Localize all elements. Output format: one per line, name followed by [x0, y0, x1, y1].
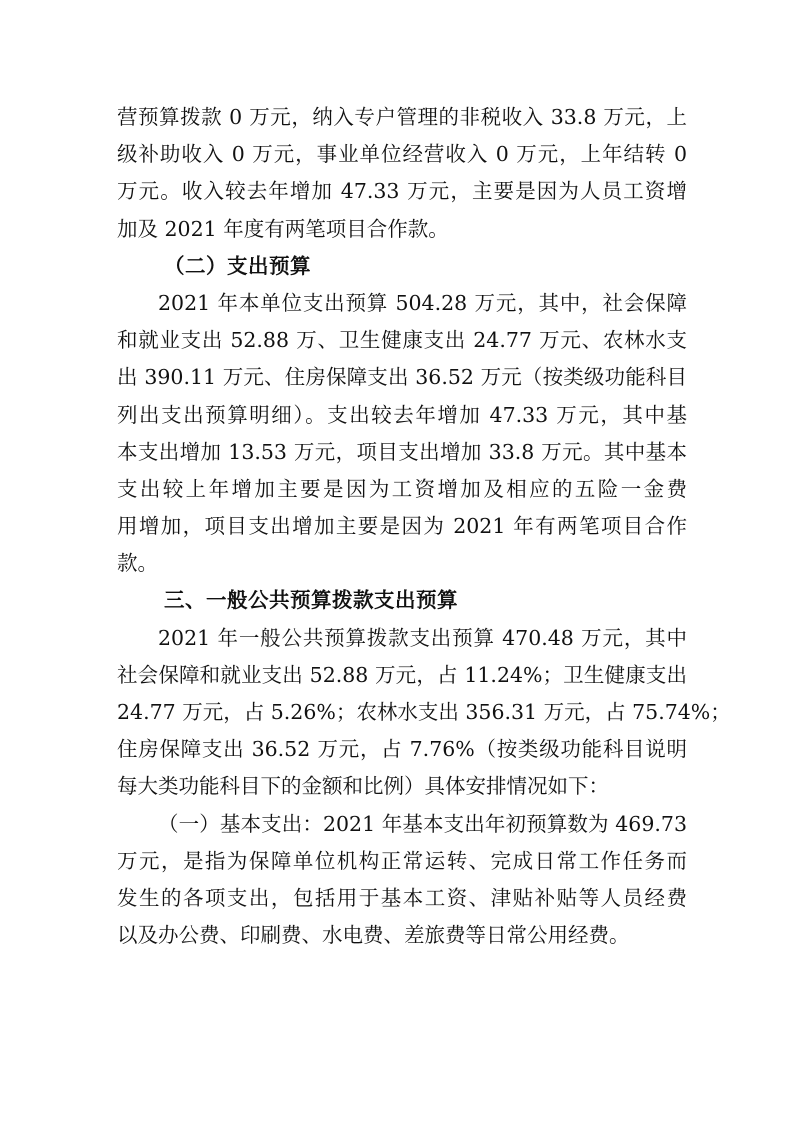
text-line: 24.77 万元，占 5.26%；农林水支出 356.31 万元，占 75.74%； — [117, 700, 731, 724]
text-line: 万元。收入较去年增加 47.33 万元，主要是因为人员工资增 — [117, 179, 687, 204]
text-line: 住房保障支出 36.52 万元，占 7.76%（按类级功能科目说明 — [117, 737, 687, 762]
text-line: 营预算拨款 0 万元，纳入专户管理的非税收入 33.8 万元，上 — [117, 105, 687, 129]
section-heading-expenditure-budget: （二）支出预算 — [164, 253, 311, 278]
paragraph-general-public-budget — [117, 620, 731, 806]
text-line: （一）基本支出：2021 年基本支出年初预算数为 469.73 — [158, 811, 687, 836]
text-line: 级补助收入 0 万元，事业单位经营收入 0 万元，上年结转 0 — [117, 142, 687, 167]
text-line: 每大类功能科目下的金额和比例）具体安排情况如下： — [117, 774, 609, 799]
text-line: 支出较上年增加主要是因为工资增加及相应的五险一金费 — [117, 476, 687, 501]
text-line: 出 390.11 万元、住房保障支出 36.52 万元（按类级功能科目 — [117, 365, 687, 390]
text-line: 款。 — [117, 551, 158, 576]
text-line: 发生的各项支出，包括用于基本工资、津贴补贴等人员经费 — [117, 885, 687, 910]
text-line: 和就业支出 52.88 万、卫生健康支出 24.77 万元、农林水支 — [117, 328, 687, 353]
document-body — [117, 99, 731, 954]
text-line: 2021 年一般公共预算拨款支出预算 470.48 万元，其中 — [158, 625, 687, 650]
section-heading-general-public-budget: 三、一般公共预算拨款支出预算 — [164, 588, 458, 613]
text-line: 用增加，项目支出增加主要是因为 2021 年有两笔项目合作 — [117, 514, 687, 539]
text-line: 万元，是指为保障单位机构正常运转、完成日常工作任务而 — [117, 848, 687, 873]
text-line: 2021 年本单位支出预算 504.28 万元，其中，社会保障 — [158, 290, 687, 315]
paragraph-expenditure-budget — [117, 285, 687, 583]
text-line: 社会保障和就业支出 52.88 万元，占 11.24%；卫生健康支出 — [117, 662, 687, 687]
text-line: 以及办公费、印刷费、水电费、差旅费等日常公用经费。 — [117, 923, 630, 948]
text-line: 本支出增加 13.53 万元，项目支出增加 33.8 万元。其中基本 — [117, 439, 687, 464]
paragraph-basic-expenditure — [117, 806, 687, 955]
text-line: 加及 2021 年度有两笔项目合作款。 — [117, 216, 449, 241]
text-line: 列出支出预算明细）。支出较去年增加 47.33 万元，其中基 — [117, 402, 687, 427]
paragraph-income-continuation — [117, 99, 687, 248]
